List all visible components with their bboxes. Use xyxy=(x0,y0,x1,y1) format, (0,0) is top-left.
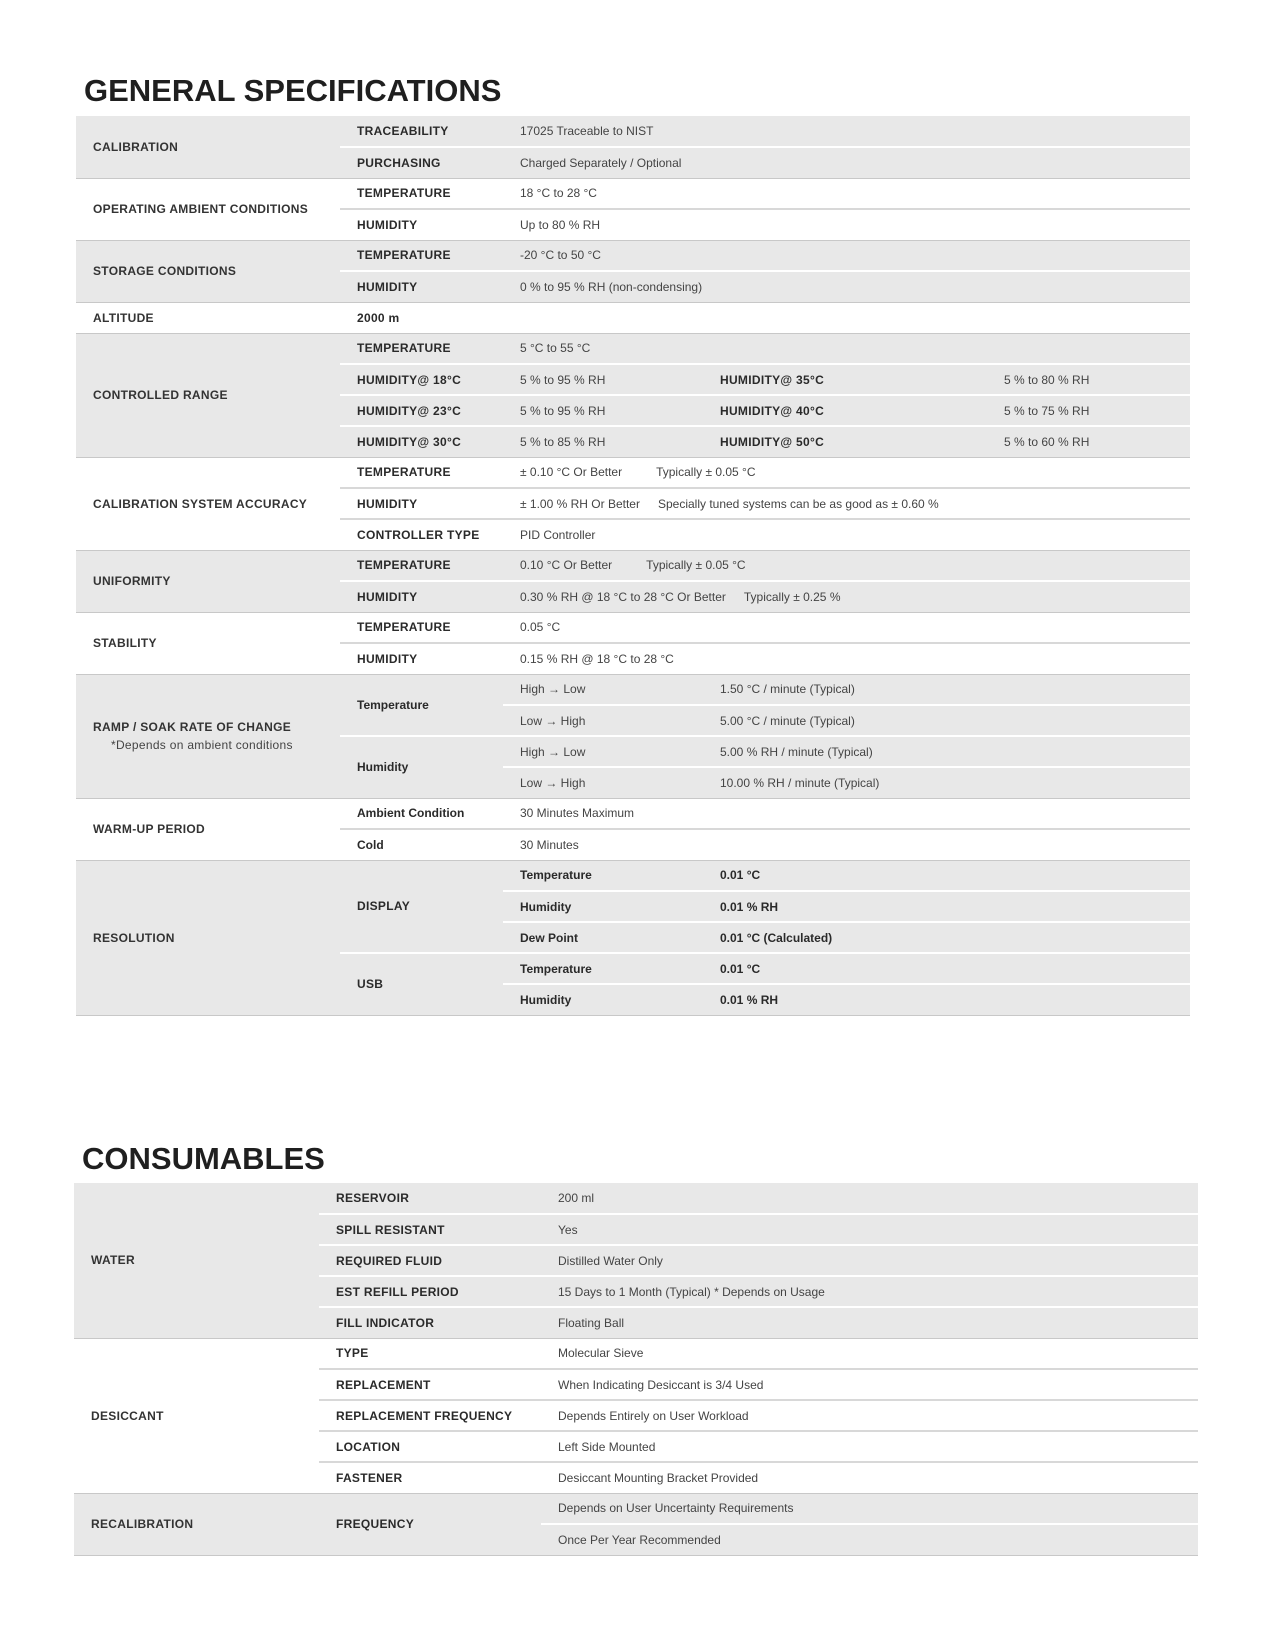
row-value: 30 Minutes Maximum xyxy=(503,798,1190,829)
row-value: 5 % to 75 % RH xyxy=(987,395,1190,426)
row-value: 5.00 °C / minute (Typical) xyxy=(703,705,1190,736)
row-subkey: Dew Point xyxy=(503,922,703,953)
section-label-uniformity: UNIFORMITY xyxy=(76,550,340,612)
row-value: Once Per Year Recommended xyxy=(541,1524,1198,1555)
value-text: ± 0.10 °C Or Better xyxy=(520,465,623,480)
row-key: TRACEABILITY xyxy=(340,116,503,147)
row-key: HUMIDITY@ 23°C xyxy=(340,395,503,426)
value-note: Typically ± 0.05 °C xyxy=(656,465,756,480)
section-label-altitude: ALTITUDE xyxy=(93,310,154,325)
row-value: 30 Minutes xyxy=(520,837,579,852)
row-key: HUMIDITY@ 50°C xyxy=(703,426,987,457)
row-value: Molecular Sieve xyxy=(541,1338,1198,1369)
row-key: HUMIDITY@ 40°C xyxy=(703,395,987,426)
table-row xyxy=(76,457,1190,488)
row-key: HUMIDITY@ 18°C xyxy=(340,364,503,395)
row-key: HUMIDITY@ 30°C xyxy=(340,426,503,457)
row-key: RESERVOIR xyxy=(319,1183,541,1214)
ramp-label: RAMP / SOAK RATE OF CHANGE xyxy=(93,720,292,734)
row-value xyxy=(503,581,1190,612)
value-note: Typically ± 0.25 % xyxy=(743,589,841,604)
row-value: 5 % to 60 % RH xyxy=(987,426,1190,457)
row-value: 0.01 °C xyxy=(703,860,1190,891)
row-value: 17025 Traceable to NIST xyxy=(503,116,1190,147)
row-value xyxy=(503,550,1190,581)
consumables-title: CONSUMABLES xyxy=(82,1141,325,1176)
row-value: 0.01 °C (Calculated) xyxy=(703,922,1190,953)
row-key: HUMIDITY xyxy=(340,488,503,519)
row-value: 5 % to 95 % RH xyxy=(503,364,703,395)
row-key: DISPLAY xyxy=(340,860,503,953)
row-value: When Indicating Desiccant is 3/4 Used xyxy=(541,1369,1198,1400)
table-row xyxy=(76,333,1190,364)
row-key: HUMIDITY xyxy=(340,581,503,612)
value-text: 0.30 % RH @ 18 °C to 28 °C Or Better xyxy=(520,589,726,604)
table-row xyxy=(76,178,1190,209)
row-key: Ambient Condition xyxy=(340,798,503,829)
row-subkey: Low → High xyxy=(503,767,703,798)
row-key: Humidity xyxy=(340,736,503,798)
section-label-storage: STORAGE CONDITIONS xyxy=(76,240,340,302)
consumables-table xyxy=(74,1183,1198,1556)
row-value: 5.00 % RH / minute (Typical) xyxy=(703,736,1190,767)
row-value: Left Side Mounted xyxy=(541,1431,1198,1462)
row-key: HUMIDITY xyxy=(357,217,418,232)
row-value: Charged Separately / Optional xyxy=(503,147,1190,178)
row-value: 0.05 °C xyxy=(503,612,1190,643)
row-value: 10.00 % RH / minute (Typical) xyxy=(703,767,1190,798)
row-key: EST REFILL PERIOD xyxy=(319,1276,541,1307)
section-label-ramp-soak xyxy=(76,674,340,798)
row-value: Desiccant Mounting Bracket Provided xyxy=(558,1470,759,1485)
value-text: 0.10 °C Or Better xyxy=(520,558,613,573)
row-value: 15 Days to 1 Month (Typical) * Depends on Usage xyxy=(541,1276,1198,1307)
row-value: 1.50 °C / minute (Typical) xyxy=(703,674,1190,705)
row-key: PURCHASING xyxy=(340,147,503,178)
row-key: TYPE xyxy=(319,1338,541,1369)
row-value: Depends Entirely on User Workload xyxy=(541,1400,1198,1431)
row-key: FREQUENCY xyxy=(319,1493,541,1555)
row-value: 5 % to 80 % RH xyxy=(987,364,1190,395)
row-subkey: Humidity xyxy=(503,891,703,922)
row-value: 18 °C to 28 °C xyxy=(503,178,1190,209)
row-key: Cold xyxy=(357,837,384,852)
row-subkey: Humidity xyxy=(503,984,703,1015)
section-label-water: WATER xyxy=(74,1183,319,1338)
table-row xyxy=(74,1493,1198,1524)
row-key: TEMPERATURE xyxy=(340,457,503,488)
table-row xyxy=(74,1338,1198,1369)
row-key: REQUIRED FLUID xyxy=(319,1245,541,1276)
row-key: HUMIDITY xyxy=(357,651,418,666)
row-key: Temperature xyxy=(340,674,503,736)
row-key: FILL INDICATOR xyxy=(319,1307,541,1338)
section-label-desiccant: DESICCANT xyxy=(91,1408,164,1423)
row-value: Distilled Water Only xyxy=(541,1245,1198,1276)
table-row xyxy=(76,674,1190,705)
value-note: Typically ± 0.05 °C xyxy=(646,558,746,573)
row-value: 0 % to 95 % RH (non-condensing) xyxy=(503,271,1190,302)
row-key: TEMPERATURE xyxy=(340,240,503,271)
row-value: 5 % to 95 % RH xyxy=(503,395,703,426)
value-note: Specially tuned systems can be as good as ± 0.60 % xyxy=(657,496,939,511)
section-label-calibration: CALIBRATION xyxy=(76,116,340,178)
row-subkey: High → Low xyxy=(503,674,703,705)
section-label-controlled-range: CONTROLLED RANGE xyxy=(76,333,340,457)
row-key: SPILL RESISTANT xyxy=(319,1214,541,1245)
row-value: Floating Ball xyxy=(541,1307,1198,1338)
table-row xyxy=(74,1183,1198,1214)
row-key: LOCATION xyxy=(319,1431,541,1462)
row-value: 2000 m xyxy=(357,310,400,325)
row-value: -20 °C to 50 °C xyxy=(503,240,1190,271)
section-label-operating: OPERATING AMBIENT CONDITIONS xyxy=(93,202,309,216)
row-value: 0.01 °C xyxy=(703,953,1190,984)
row-subkey: Low → High xyxy=(503,705,703,736)
section-label-warmup: WARM-UP PERIOD xyxy=(93,822,205,836)
row-value: PID Controller xyxy=(520,527,596,542)
table-row xyxy=(76,860,1190,891)
table-row xyxy=(76,240,1190,271)
row-key: HUMIDITY@ 35°C xyxy=(703,364,987,395)
row-key: FASTENER xyxy=(336,1470,403,1485)
row-value: 0.01 % RH xyxy=(703,984,1190,1015)
row-key: HUMIDITY xyxy=(340,271,503,302)
row-subkey: Temperature xyxy=(503,860,703,891)
general-specifications-title: GENERAL SPECIFICATIONS xyxy=(84,73,502,108)
table-row xyxy=(76,550,1190,581)
table-row xyxy=(76,302,1190,333)
row-subkey: High → Low xyxy=(503,736,703,767)
row-key: TEMPERATURE xyxy=(340,612,503,643)
row-value: 5 °C to 55 °C xyxy=(503,333,1190,364)
row-key: TEMPERATURE xyxy=(340,178,503,209)
general-specifications-table xyxy=(76,116,1190,1016)
table-row xyxy=(76,612,1190,643)
row-key: CONTROLLER TYPE xyxy=(357,527,480,542)
row-value: Up to 80 % RH xyxy=(520,217,601,232)
table-row xyxy=(76,116,1190,147)
row-value: 5 % to 85 % RH xyxy=(503,426,703,457)
value-text: ± 1.00 % RH Or Better xyxy=(520,496,640,511)
section-label-recalibration: RECALIBRATION xyxy=(74,1493,319,1555)
row-value: 0.15 % RH @ 18 °C to 28 °C xyxy=(520,651,674,666)
row-value xyxy=(503,457,1190,488)
row-key: TEMPERATURE xyxy=(340,550,503,581)
row-subkey: Temperature xyxy=(503,953,703,984)
section-label-stability: STABILITY xyxy=(93,636,157,650)
row-key: REPLACEMENT FREQUENCY xyxy=(319,1400,541,1431)
ramp-note: *Depends on ambient conditions xyxy=(111,738,293,752)
row-key: TEMPERATURE xyxy=(340,333,503,364)
row-value: Yes xyxy=(541,1214,1198,1245)
row-value: Depends on User Uncertainty Requirements xyxy=(541,1493,1198,1524)
section-label-resolution: RESOLUTION xyxy=(76,860,340,1015)
section-label-accuracy: CALIBRATION SYSTEM ACCURACY xyxy=(93,496,308,511)
row-value: 200 ml xyxy=(541,1183,1198,1214)
row-value xyxy=(503,488,1190,519)
row-key: REPLACEMENT xyxy=(319,1369,541,1400)
table-row xyxy=(76,798,1190,829)
row-value: 0.01 % RH xyxy=(703,891,1190,922)
row-key: USB xyxy=(340,953,503,1015)
